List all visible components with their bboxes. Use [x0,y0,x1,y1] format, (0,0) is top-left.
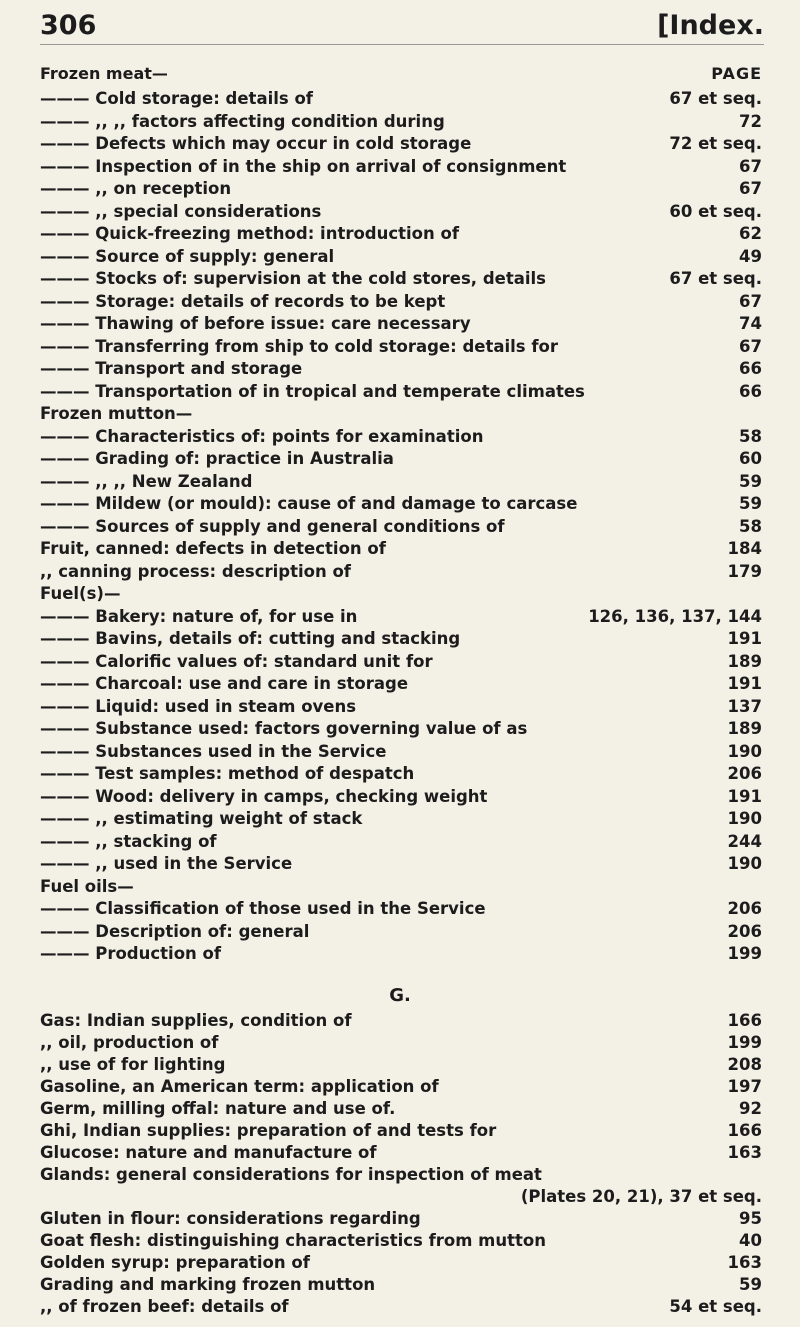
index-entry: Gasoline, an American term: application of 197 [40,1077,762,1096]
index-entry: ——— Substances used in the Service 190 [40,742,762,761]
index-entry: ——— Substance used: factors governing value of as 189 [40,719,762,738]
index-entry-continuation: (Plates 20, 21), 37 et seq. [520,1187,762,1206]
index-entry: ——— Test samples: method of despatch 206 [40,764,762,783]
section-letter: G. [389,985,411,1006]
index-entry: ——— Production of 199 [40,944,762,963]
page-column-label: PAGE [711,64,762,83]
index-entry: ——— Sources of supply and general conditions of 58 [40,517,762,536]
index-entry: ——— Classification of those used in the Service 206 [40,899,762,918]
index-entry: ——— Defects which may occur in cold storage 72 et seq. [40,134,762,153]
running-title: [Index. [657,10,764,41]
index-entry: ——— Inspection of in the ship on arrival of consignment 67 [40,157,762,176]
index-entry: Grading and marking frozen mutton 59 [40,1275,762,1294]
index-heading: Fuel oils— [40,877,134,896]
index-entry: Goat flesh: distinguishing characteristics from mutton 40 [40,1231,762,1250]
index-entry: ——— ,, ,, New Zealand 59 [40,472,762,491]
index-entry: ,, oil, production of 199 [40,1033,762,1052]
index-entry: ,, of frozen beef: details of 54 et seq. [40,1297,762,1316]
index-entry: ——— Grading of: practice in Australia 60 [40,449,762,468]
index-entry: ——— ,, used in the Service 190 [40,854,762,873]
index-entry: Gluten in flour: considerations regarding 95 [40,1209,762,1228]
index-entry: ——— Bakery: nature of, for use in 126, 136, 137, 144 [40,607,762,626]
index-entry: ——— ,, estimating weight of stack 190 [40,809,762,828]
index-heading: Frozen mutton— [40,404,193,423]
index-entry: ——— Quick-freezing method: introduction of 62 [40,224,762,243]
entry-0: Frozen meat— [40,64,168,83]
index-entry: ——— Source of supply: general 49 [40,247,762,266]
index-entry: ——— Stocks of: supervision at the cold stores, details 67 et seq. [40,269,762,288]
index-entry: ——— Transferring from ship to cold storage: details for 67 [40,337,762,356]
index-entry: Glucose: nature and manufacture of 163 [40,1143,762,1162]
index-entry: Gas: Indian supplies, condition of 166 [40,1011,762,1030]
index-entry: ——— Wood: delivery in camps, checking weight 191 [40,787,762,806]
index-entry: Golden syrup: preparation of 163 [40,1253,762,1272]
index-entry: ——— ,, on reception 67 [40,179,762,198]
index-entry: Ghi, Indian supplies: preparation of and tests for 166 [40,1121,762,1140]
index-entry: ——— ,, ,, factors affecting condition during 72 [40,112,762,131]
index-entry: ——— Storage: details of records to be kept 67 [40,292,762,311]
index-heading: Fuel(s)— [40,584,121,603]
index-entry: ——— Calorific values of: standard unit for 189 [40,652,762,671]
index-entry: Germ, milling offal: nature and use of. 92 [40,1099,762,1118]
index-entry: ——— Mildew (or mould): cause of and damage to carcase 59 [40,494,762,513]
index-entry: ——— Thawing of before issue: care necessary 74 [40,314,762,333]
index-entry: ——— Charcoal: use and care in storage 191 [40,674,762,693]
page-number: 306 [40,10,97,41]
index-entry: ——— Liquid: used in steam ovens 137 [40,697,762,716]
index-entry: ——— Bavins, details of: cutting and stacking 191 [40,629,762,648]
index-entry: ,, canning process: description of 179 [40,562,762,581]
index-entry: ——— Transportation of in tropical and temperate climates 66 [40,382,762,401]
index-entry: ,, use of for lighting 208 [40,1055,762,1074]
index-entry: ——— Characteristics of: points for examination 58 [40,427,762,446]
index-entry: ——— Transport and storage 66 [40,359,762,378]
index-entry: ——— ,, stacking of 244 [40,832,762,851]
index-entry: Glands: general considerations for inspection of meat [40,1165,542,1184]
index-entry: ——— ,, special considerations 60 et seq. [40,202,762,221]
index-entry: ——— Description of: general 206 [40,922,762,941]
index-entry: Fruit, canned: defects in detection of 184 [40,539,762,558]
index-entry: ——— Cold storage: details of 67 et seq. [40,89,762,108]
